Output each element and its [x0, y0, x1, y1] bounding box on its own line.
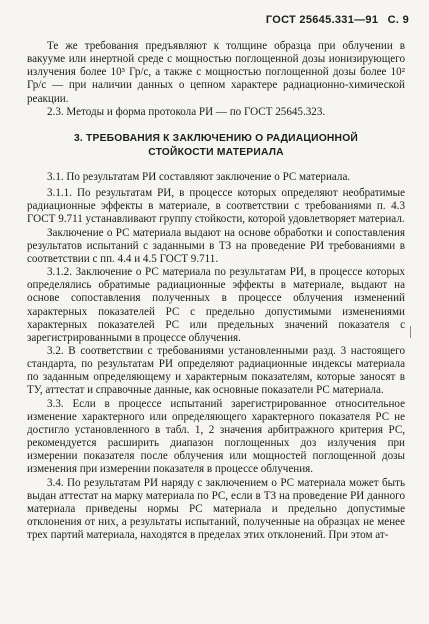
section-title	[27, 132, 405, 160]
section-title-line-1: 3. ТРЕБОВАНИЯ К ЗАКЛЮЧЕНИЮ О РАДИАЦИОННОЙ	[73, 132, 359, 144]
margin-mark	[410, 326, 411, 338]
page-header	[266, 14, 409, 26]
page-number: С. 9	[387, 14, 409, 26]
paragraph-3-2: 3.2. В соответствии с требованиями установленными разд. 3 настоящего стандарта, по результатам РИ определяют радиационные индексы материала по заданным определяющему и характерным показателям, которые заносят в ТУ, аттестат и справочные данные, как основные показатели РС материала.	[27, 344, 405, 397]
paragraph-conclusion: Заключение о РС материала выдают на основе обработки и сопоставления результатов испытаний с заданными в ТЗ на проведение РИ требованиями в соответствии с пп. 4.4 и 4.5 ГОСТ 9.711.	[27, 226, 405, 265]
paragraph-thickness-requirements: Те же требования предъявляют к толщине образца при облучении в вакууме или инертной среде с мощностью поглощенной дозы ионизирующего излучения более 10³ Гр/с, а также с мощностью поглощенной дозы более 10² Гр/с — при наличии данных о цепном характере радиационно-химической реакции.	[27, 40, 405, 105]
paragraph-3-1-2: 3.1.2. Заключение о РС материала по результатам РИ, в процессе которых определялись обратимые радиационные эффекты в материале, выдают на основе сопоставления полученных в процессе облучения изменений характерных показателей РС с предельно допустимыми изменениями характерных показателей РС или предельных значений показателя с зарегистрированными в процессе облучения.	[27, 266, 405, 344]
standard-number: ГОСТ 25645.331—91	[265, 14, 379, 26]
paragraph-3-1-1: 3.1.1. По результатам РИ, в процессе которых определяют необратимые радиационные эффекты в материале, в соответствии с требованиями п. 4.3 ГОСТ 9.711 устанавливают группу стойкости, которой удовлетворяет материал.	[27, 187, 405, 226]
paragraph-2-3: 2.3. Методы и форма протокола РИ — по ГОСТ 25645.323.	[47, 105, 326, 118]
paragraph-3-1: 3.1. По результатам РИ составляют заключение о РС материала.	[47, 170, 351, 183]
document-body	[27, 40, 405, 542]
paragraph-3-4: 3.4. По результатам РИ наряду с заключением о РС материала может быть выдан аттестат на марку материала по РС, если в ТЗ на проведение РИ данного материала приведены нормы РС материала и предельно допустимые отклонения от них, а результаты испытаний, полученные на образцах не менее трех партий материала, находятся в пределах этих отклонений. При этом ат-	[27, 476, 405, 542]
section-title-line-2: СТОЙКОСТИ МАТЕРИАЛА	[148, 146, 284, 158]
paragraph-3-3: 3.3. Если в процессе испытаний зарегистрированное относительное изменение характерного или определяющего характерного показателя РС не достигло установленного в табл. 1, 2 значения арбитражного критерия РС, рекомендуется расширить диапазон поглощенных доз излучения при измерении показателя после облучения или мощностей поглощенной дозы изменения при измерении показателя в процессе облучения.	[27, 397, 405, 476]
